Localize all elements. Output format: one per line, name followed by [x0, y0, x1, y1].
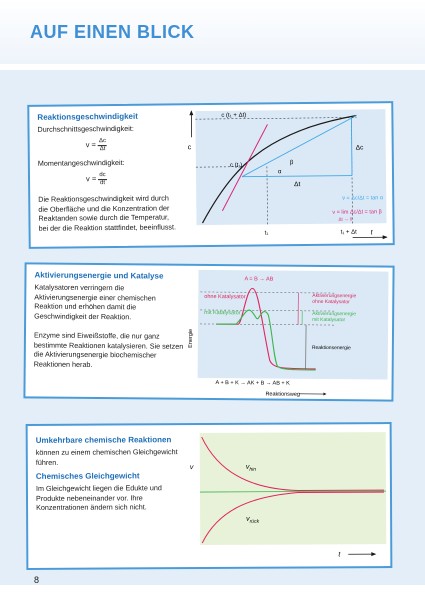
mom-formula [86, 172, 107, 186]
label-alpha: α [277, 169, 282, 176]
avg-den: Δt [99, 145, 106, 152]
t-arrowhead [383, 235, 388, 239]
section3-body2: Im Gleichgewicht liegen die Edukte und Produkte nebeneinander vor. Ihre Konzentrationen ändern sich nicht. [35, 483, 162, 513]
label-t1: t₁ [264, 230, 269, 237]
eq1: v̄ = Δc/Δt = tan α [342, 195, 384, 202]
label-dt: Δt [294, 181, 301, 189]
label-c1: c (t₁) [229, 162, 243, 169]
top-label: A = B → AB [244, 276, 274, 283]
mom-label: Momentangeschwindigkeit: [37, 157, 125, 168]
rate-diagram [181, 105, 390, 243]
activation-diagram [185, 268, 390, 400]
eq2: v = lim Δc/Δt = tan β [332, 209, 382, 216]
diagram-bg [200, 432, 387, 545]
reaktionsenergie-label: Reaktionsenergie [311, 344, 351, 352]
section2-body1: Katalysatoren verringern die Aktivierungsenergie einer chemischen Reaktion und erhöhen damit die Geschwindigkeit der Reaktion. [34, 282, 156, 322]
mom-num: dc [99, 172, 106, 179]
section3-body1: können zu einem chemischen Gleichgewicht führen. [35, 447, 178, 467]
avg-num: Δc [98, 138, 106, 145]
label-beta: β [289, 160, 294, 167]
eq2-sub: Δt → 0 [338, 216, 353, 222]
t-arrowhead [371, 552, 376, 556]
panel-reaktionsgeschwindigkeit [27, 101, 394, 249]
section1-body: Die Reaktionsgeschwindigkeit wird durch die Oberfläche und die Konzentration der Reaktanden sowie durch die Temperatur, bei der die Reaktion stattfindet, beeinflusst. [38, 193, 177, 233]
axis-t-label: t [338, 551, 341, 559]
avg-label: Durchschnittsgeschwindigkeit: [37, 123, 134, 134]
section3-heading2: Chemisches Gleichgewicht [35, 471, 140, 481]
page-number: 8 [34, 575, 40, 585]
label-t1dt: t₁ + Δt [340, 229, 357, 236]
path-arrowhead [323, 393, 326, 396]
section2-heading: Aktivierungsenergie und Katalyse [34, 270, 164, 281]
label-v-hin: $v_{hin}$ [245, 463, 257, 473]
axis-energy-label: Energie [187, 328, 195, 348]
axis-c-label: c [187, 144, 192, 152]
label-v-rueck: $v_{rück}$ [246, 515, 260, 525]
axis-v-label: v [189, 464, 194, 472]
label-dc: Δc [355, 144, 364, 152]
ea-mit-1: Aktivierungsenergie [312, 310, 357, 318]
mom-den: dt [100, 179, 106, 186]
ea-ohne-2: ohne Katalysator [312, 298, 350, 306]
dc-line [351, 118, 352, 176]
page-title: AUF EINEN BLICK [30, 22, 195, 42]
section2-body2: Enzyme sind Eiweißstoffe, die nur ganz bestimmte Reaktionen katalysieren. Sie setzen die Aktivierungsenergie biochemischer Reaktionen herab. [33, 330, 184, 369]
equilibrium-diagram [188, 430, 389, 565]
axis-t-label: t [370, 229, 373, 237]
section3-heading1: Umkehrbare chemische Reaktionen [35, 435, 172, 445]
mom-lhs: v = [85, 174, 97, 184]
c-arrowhead [189, 110, 193, 115]
ea-ohne-1: Aktivierungsenergie [312, 292, 357, 300]
avg-formula [86, 138, 107, 152]
panel-gleichgewicht [26, 422, 393, 570]
ea-mit-2: mit Katalysator [312, 316, 346, 324]
ohne-label: ohne Katalysator [204, 293, 246, 301]
axis-path-label: Reaktionsweg [265, 391, 301, 398]
bottom-seq: A + B + K → AK + B → AB + K [215, 380, 290, 387]
section1-heading: Reaktionsgeschwindigkeit [37, 111, 138, 122]
avg-lhs: v = [85, 140, 96, 150]
label-c-top: c (t₁ + Δt) [221, 112, 247, 119]
panel-aktivierungsenergie [23, 262, 394, 401]
mit-label: mit Katalysator [204, 309, 241, 317]
